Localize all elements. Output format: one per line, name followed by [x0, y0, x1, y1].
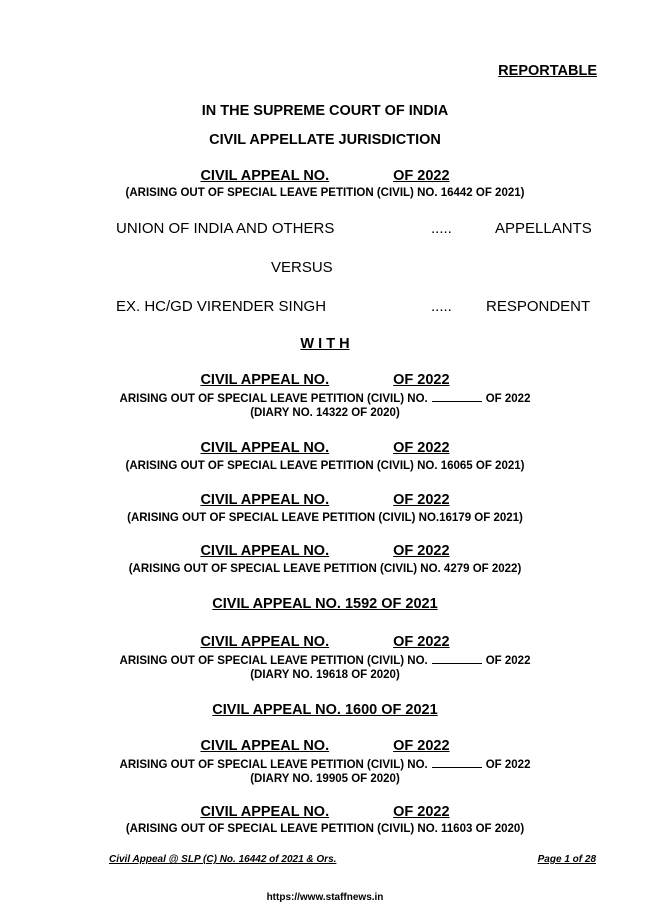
appeal-year: OF 2022	[393, 168, 450, 184]
appeal-year: OF 2022	[393, 738, 450, 754]
arising-line	[0, 757, 650, 771]
footer-page-number: Page 1 of 28	[537, 854, 596, 865]
appeal-title-full: CIVIL APPEAL NO. 1592 OF 2021	[212, 596, 438, 612]
appeal-title	[0, 738, 650, 754]
appeal-title	[0, 634, 650, 650]
appeal-title	[0, 543, 650, 559]
appeal-title	[0, 372, 650, 388]
arising-text: ARISING OUT OF SPECIAL LEAVE PETITION (CIVIL) NO.	[119, 393, 428, 405]
appeal-no-label: CIVIL APPEAL NO.	[200, 372, 330, 388]
watermark-url: https://www.staffnews.in	[266, 892, 384, 903]
diary-line: (DIARY NO. 19905 OF 2020)	[250, 773, 400, 785]
arising-line: (ARISING OUT OF SPECIAL LEAVE PETITION (CIVIL) NO. 16065 OF 2021)	[125, 460, 525, 472]
appeal-no-label: CIVIL APPEAL NO.	[200, 804, 330, 820]
footer-case-reference: Civil Appeal @ SLP (C) No. 16442 of 2021 & Ors.	[109, 854, 337, 865]
appeal-year: OF 2022	[393, 543, 450, 559]
arising-line	[0, 391, 650, 405]
arising-line: (ARISING OUT OF SPECIAL LEAVE PETITION (CIVIL) NO.16179 OF 2021)	[127, 512, 523, 524]
appeal-year: OF 2022	[393, 492, 450, 508]
appellant-name: UNION OF INDIA AND OTHERS	[116, 220, 335, 237]
appellant-dots: .....	[431, 220, 452, 237]
appeal-title	[0, 440, 650, 456]
blank-field	[432, 653, 482, 664]
appeal-year: OF 2022	[393, 634, 450, 650]
appeal-no-label: CIVIL APPEAL NO.	[200, 168, 330, 184]
appeal-no-label: CIVIL APPEAL NO.	[200, 543, 330, 559]
diary-line: (DIARY NO. 14322 OF 2020)	[250, 407, 400, 419]
jurisdiction: CIVIL APPELLATE JURISDICTION	[209, 132, 441, 148]
respondent-role: RESPONDENT	[486, 298, 591, 315]
versus-label: VERSUS	[271, 259, 333, 276]
arising-line: (ARISING OUT OF SPECIAL LEAVE PETITION (CIVIL) NO. 4279 OF 2022)	[128, 563, 522, 575]
appeal-title-full: CIVIL APPEAL NO. 1600 OF 2021	[212, 702, 438, 718]
appeal-year: OF 2022	[393, 440, 450, 456]
appeal-title	[0, 804, 650, 820]
blank-field	[432, 757, 482, 768]
reportable-label: REPORTABLE	[498, 63, 597, 79]
diary-line: (DIARY NO. 19618 OF 2020)	[250, 669, 400, 681]
appeal-no-label: CIVIL APPEAL NO.	[200, 634, 330, 650]
blank-field	[432, 391, 482, 402]
appeal-no-label: CIVIL APPEAL NO.	[200, 738, 330, 754]
arising-year: OF 2022	[485, 759, 531, 771]
appeal-no-label: CIVIL APPEAL NO.	[200, 492, 330, 508]
arising-year: OF 2022	[485, 393, 531, 405]
arising-line	[0, 653, 650, 667]
respondent-dots: .....	[431, 298, 452, 315]
with-heading: W I T H	[300, 336, 350, 352]
appeal-title	[0, 492, 650, 508]
appeal-year: OF 2022	[393, 372, 450, 388]
arising-text: ARISING OUT OF SPECIAL LEAVE PETITION (CIVIL) NO.	[119, 655, 428, 667]
main-appeal-title	[0, 168, 650, 184]
arising-line: (ARISING OUT OF SPECIAL LEAVE PETITION (CIVIL) NO. 11603 OF 2020)	[125, 823, 525, 835]
arising-year: OF 2022	[485, 655, 531, 667]
appeal-year: OF 2022	[393, 804, 450, 820]
appeal-no-label: CIVIL APPEAL NO.	[200, 440, 330, 456]
main-arising-line: (ARISING OUT OF SPECIAL LEAVE PETITION (CIVIL) NO. 16442 OF 2021)	[125, 187, 525, 199]
appellant-role: APPELLANTS	[495, 220, 592, 237]
arising-text: ARISING OUT OF SPECIAL LEAVE PETITION (CIVIL) NO.	[119, 759, 428, 771]
respondent-name: EX. HC/GD VIRENDER SINGH	[116, 298, 327, 315]
court-name: IN THE SUPREME COURT OF INDIA	[201, 103, 449, 119]
